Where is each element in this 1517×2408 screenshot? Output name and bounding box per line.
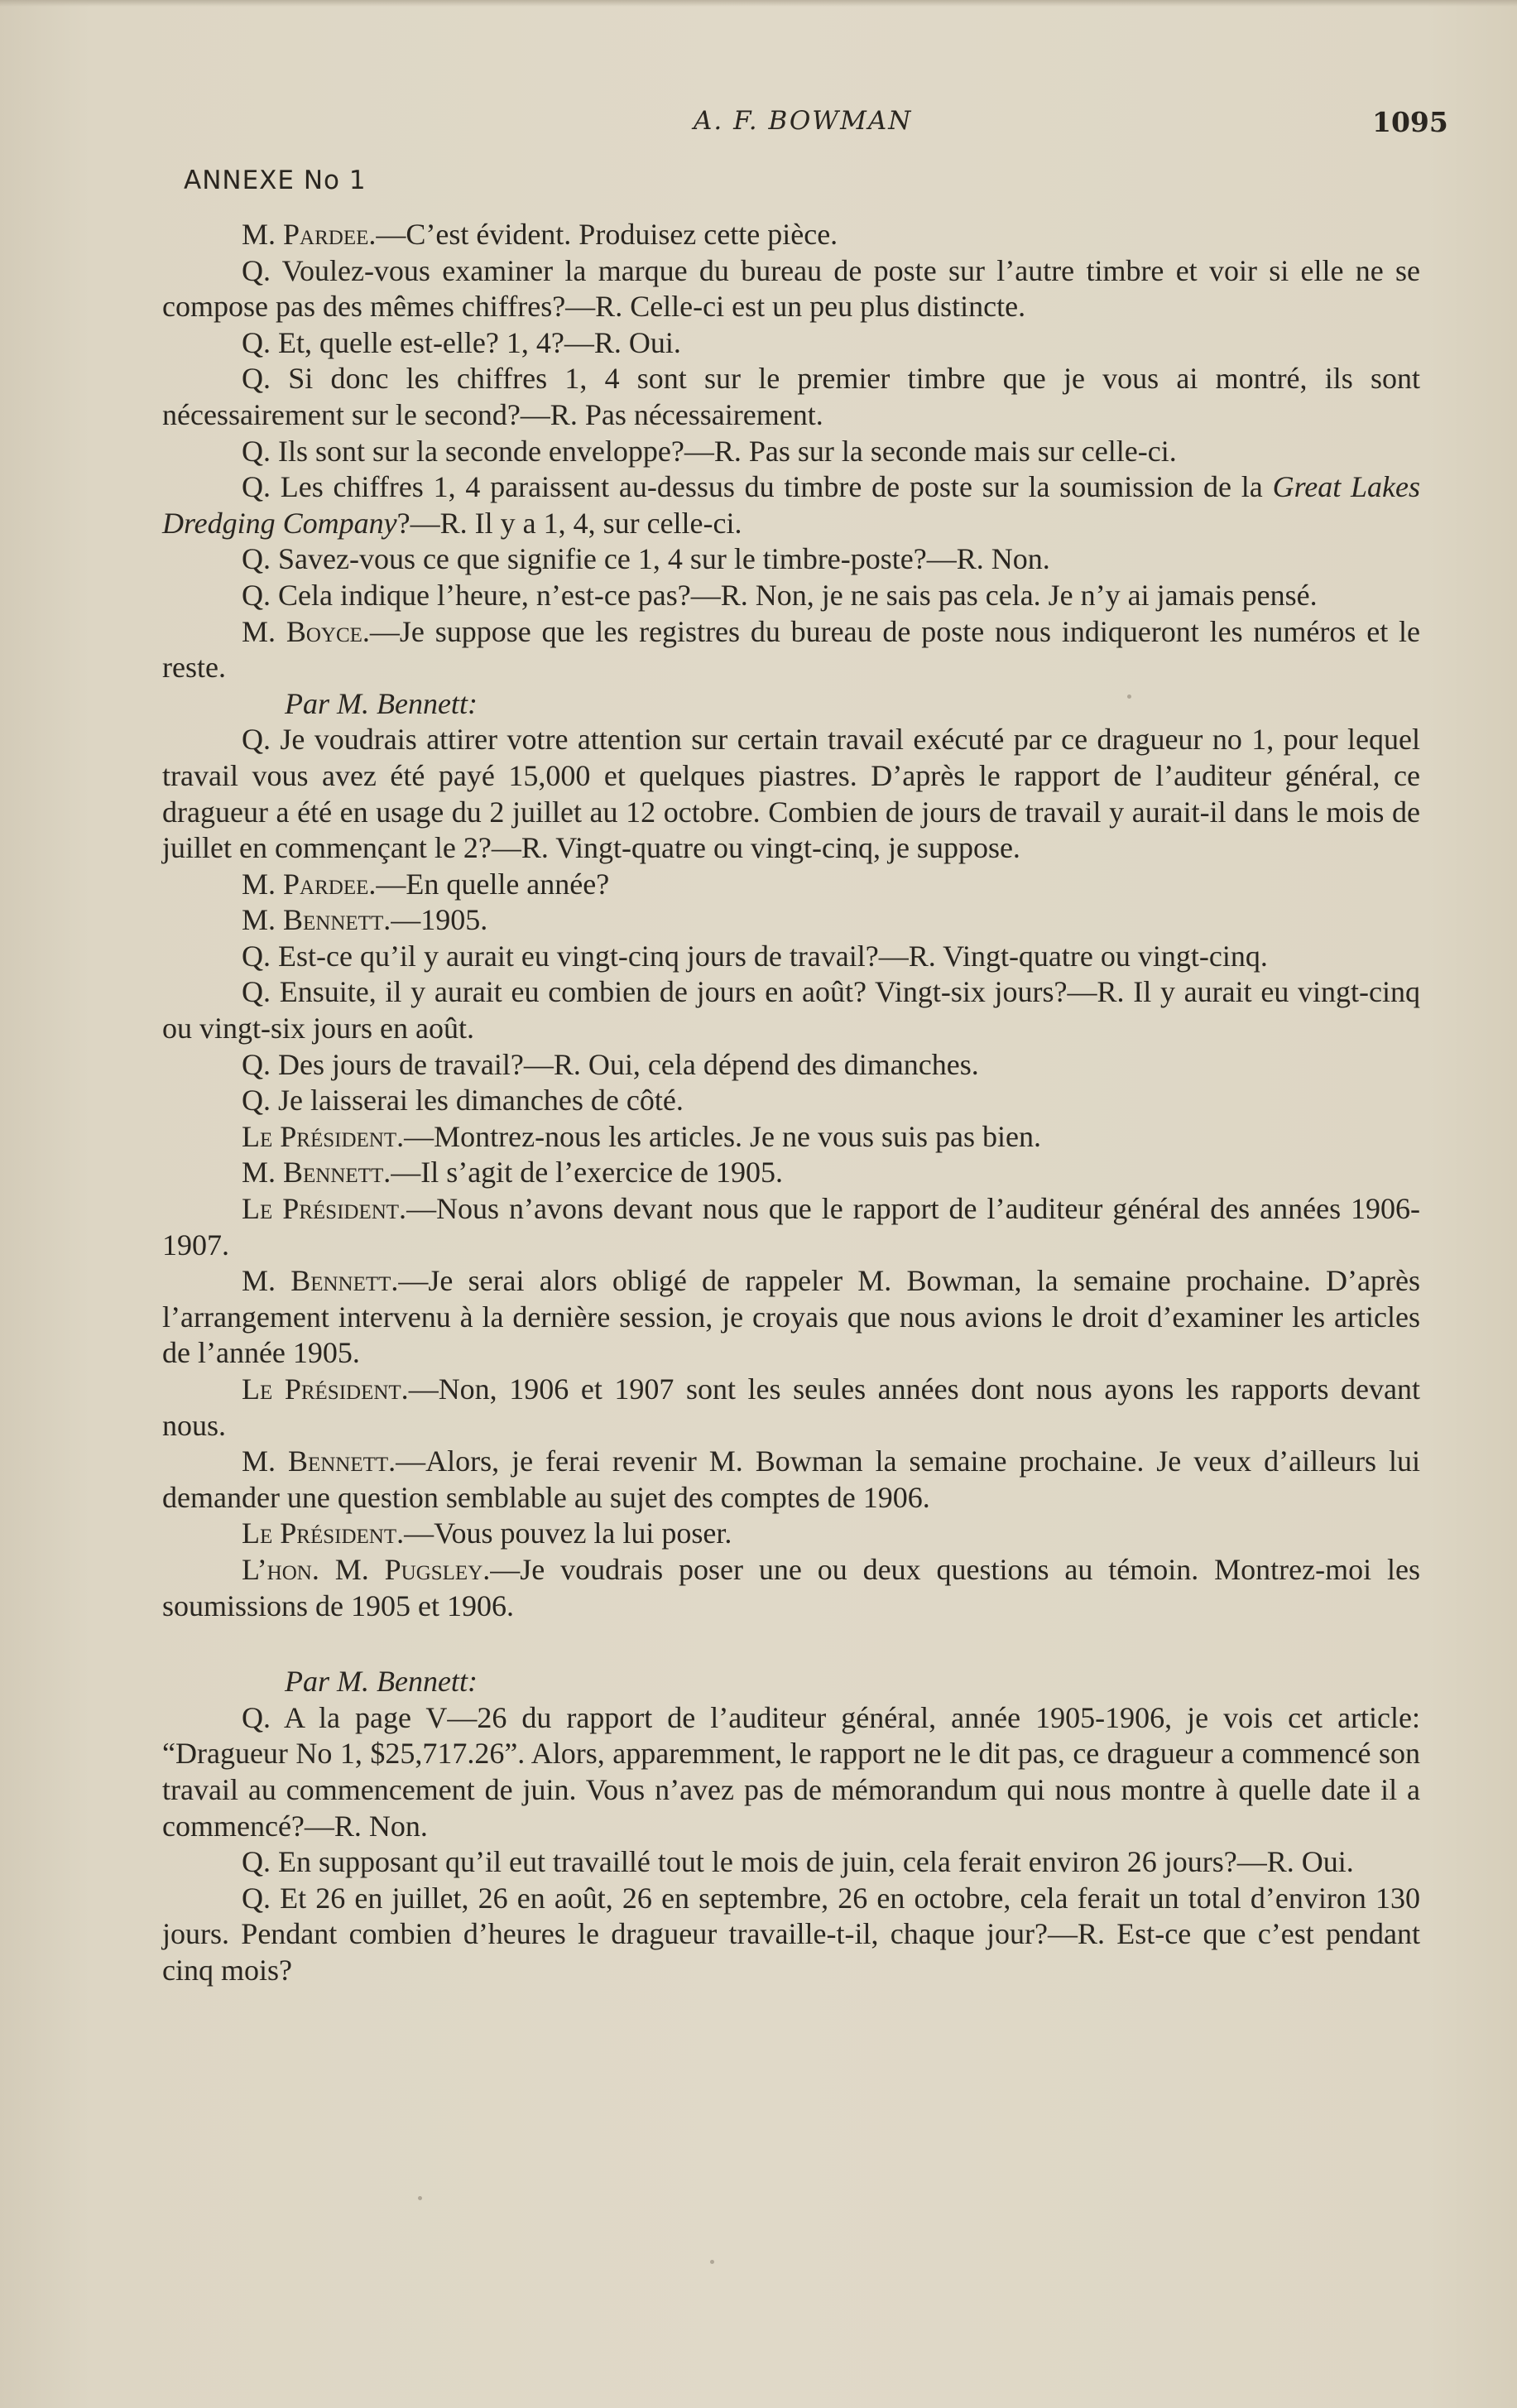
- speech-paragraph: [162, 1191, 1420, 1263]
- speech-paragraph: [162, 1444, 1420, 1516]
- speech-text: —C’est évident. Produisez cette pièce.: [376, 218, 838, 251]
- page-number: 1095: [1372, 106, 1448, 138]
- speech-text: —Montrez-nous les articles. Je ne vous suis pas bien.: [404, 1119, 1041, 1153]
- question-paragraph: Q. Cela indique l’heure, n’est-ce pas?—R. Non, je ne sais pas cela. Je n’y ai jamais pensé.: [242, 578, 1318, 612]
- speaker-name: Le Président.: [242, 1119, 405, 1153]
- question-paragraph: Q. Des jours de travail?—R. Oui, cela dépend des dimanches.: [242, 1047, 979, 1081]
- speaker-name: M. Boyce.: [242, 614, 370, 648]
- speech-text: —Alors, je ferai revenir M. Bowman la semaine prochaine. Je veux d’ailleurs lui demander une question semblable au sujet des comptes de 1906.: [162, 1444, 1421, 1514]
- speech-text: —Non, 1906 et 1907 sont les seules années dont nous ayons les rapports devant nous.: [162, 1372, 1420, 1442]
- speech-paragraph: [162, 217, 1420, 253]
- page-header: [0, 106, 1517, 156]
- question-text: Q. Les chiffres 1, 4 paraissent au-dessus du timbre de poste sur la soumission de la: [242, 470, 1273, 504]
- speech-text: —1905.: [391, 903, 488, 937]
- question-paragraph: Q. A la page V—26 du rapport de l’auditeur général, année 1905-1906, je vois cet article: “Dragueur No 1, $25,717.26”. Alors, apparemment, le rapport ne le dit pas, ce dragueur a commencé son travail au commencement de juin. Vous n’avez pas de mémorandum qui nous montre à quelle date il a commencé?—R. Non.: [162, 1700, 1420, 1843]
- annex-label: ANNEXE No 1: [184, 166, 367, 195]
- page-top-edge: [0, 0, 1517, 7]
- speech-text: —Il s’agit de l’exercice de 1905.: [391, 1156, 784, 1190]
- speaker-name: M. Bennett.: [242, 1264, 399, 1298]
- speech-paragraph: [162, 1372, 1420, 1444]
- question-paragraph: Q. Est-ce qu’il y aurait eu vingt-cinq jours de travail?—R. Vingt-quatre ou vingt-cinq.: [242, 939, 1268, 973]
- speech-text: —En quelle année?: [376, 867, 610, 901]
- section-heading: Par M. Bennett:: [285, 1665, 478, 1699]
- speaker-name: M. Bennett.: [242, 903, 391, 937]
- speaker-name: L’hon. M. Pugsley.: [242, 1552, 491, 1586]
- speech-paragraph: [162, 1119, 1420, 1156]
- speaker-name: Le Président.: [242, 1372, 409, 1406]
- speech-paragraph: [162, 1155, 1420, 1191]
- speaker-name: M. Pardee.: [242, 867, 377, 901]
- speech-paragraph: [162, 902, 1420, 939]
- speech-text: —Je voudrais poser une ou deux questions au témoin. Montrez-moi les soumissions de 1905 et 1906.: [162, 1552, 1420, 1622]
- question-paragraph: Q. En supposant qu’il eut travaillé tout le mois de juin, cela ferait environ 26 jours?—R. Oui.: [242, 1845, 1354, 1879]
- question-paragraph: [162, 469, 1420, 541]
- speech-paragraph: [162, 1263, 1420, 1372]
- speech-paragraph: [162, 867, 1420, 903]
- speech-text: —Nous n’avons devant nous que le rapport de l’auditeur général des années 1906-1907.: [162, 1192, 1421, 1262]
- speech-paragraph: [162, 614, 1420, 686]
- speaker-name: M. Bennett.: [242, 1156, 391, 1190]
- speech-text: —Vous pouvez la lui poser.: [404, 1516, 732, 1550]
- question-text: ?—R. Il y a 1, 4, sur celle-ci.: [396, 506, 742, 540]
- speaker-name: Le Président.: [242, 1516, 405, 1550]
- section-heading: Par M. Bennett:: [285, 686, 478, 720]
- speech-text: —Je serai alors obligé de rappeler M. Bowman, la semaine prochaine. D’après l’arrangement intervenu à la dernière session, je croyais que nous avions le droit d’examiner les articles de l’année 1905.: [162, 1264, 1420, 1370]
- paper-speck: [710, 2260, 714, 2264]
- question-paragraph: Q. Ils sont sur la seconde enveloppe?—R. Pas sur la seconde mais sur celle-ci.: [242, 434, 1177, 468]
- question-paragraph: Q. Voulez-vous examiner la marque du bureau de poste sur l’autre timbre et voir si elle ne se compose pas des mêmes chiffres?—R. Celle-ci est un peu plus distincte.: [162, 253, 1420, 324]
- speech-paragraph: [162, 1516, 1420, 1552]
- company-name: Great Lakes Dredging Company: [162, 470, 1420, 540]
- question-paragraph: Q. Et 26 en juillet, 26 en août, 26 en septembre, 26 en octobre, cela ferait un total d’environ 130 jours. Pendant combien d’heures le dragueur travaille-t-il, chaque jour?—R. Est-ce que c’est pendant cinq mois?: [162, 1881, 1420, 1987]
- question-paragraph: Q. Et, quelle est-elle? 1, 4?—R. Oui.: [242, 325, 681, 359]
- speech-text: —Je suppose que les registres du bureau de poste nous indiqueront les numéros et le reste.: [162, 614, 1420, 685]
- speaker-name: Le Président.: [242, 1192, 407, 1226]
- question-paragraph: Q. Savez-vous ce que signifie ce 1, 4 sur le timbre-poste?—R. Non.: [242, 542, 1050, 576]
- page-body: [162, 217, 1420, 1989]
- question-paragraph: Q. Ensuite, il y aurait eu combien de jours en août? Vingt-six jours?—R. Il y aurait eu vingt-cinq ou vingt-six jours en août.: [162, 975, 1420, 1045]
- paper-speck: [1127, 695, 1131, 699]
- paper-speck: [418, 2196, 422, 2200]
- question-paragraph: Q. Si donc les chiffres 1, 4 sont sur le premier timbre que je vous ai montré, ils sont nécessairement sur le second?—R. Pas nécessairement.: [162, 362, 1420, 431]
- question-paragraph: Q. Je laisserai les dimanches de côté.: [242, 1084, 684, 1117]
- speaker-name: M. Pardee.: [242, 218, 377, 251]
- question-paragraph: Q. Je voudrais attirer votre attention sur certain travail exécuté par ce dragueur no 1, pour lequel travail vous avez été payé 15,000 et quelques piastres. D’après le rapport de l’auditeur général, ce dragueur a été en usage du 2 juillet au 12 octobre. Combien de jours de travail y aurait-il dans le mois de juillet en commençant le 2?—R. Vingt-quatre ou vingt-cinq, je suppose.: [162, 723, 1420, 865]
- speech-paragraph: [162, 1552, 1420, 1624]
- speaker-name: M. Bennett.: [242, 1444, 396, 1478]
- running-head: A. F. BOWMAN: [694, 106, 913, 136]
